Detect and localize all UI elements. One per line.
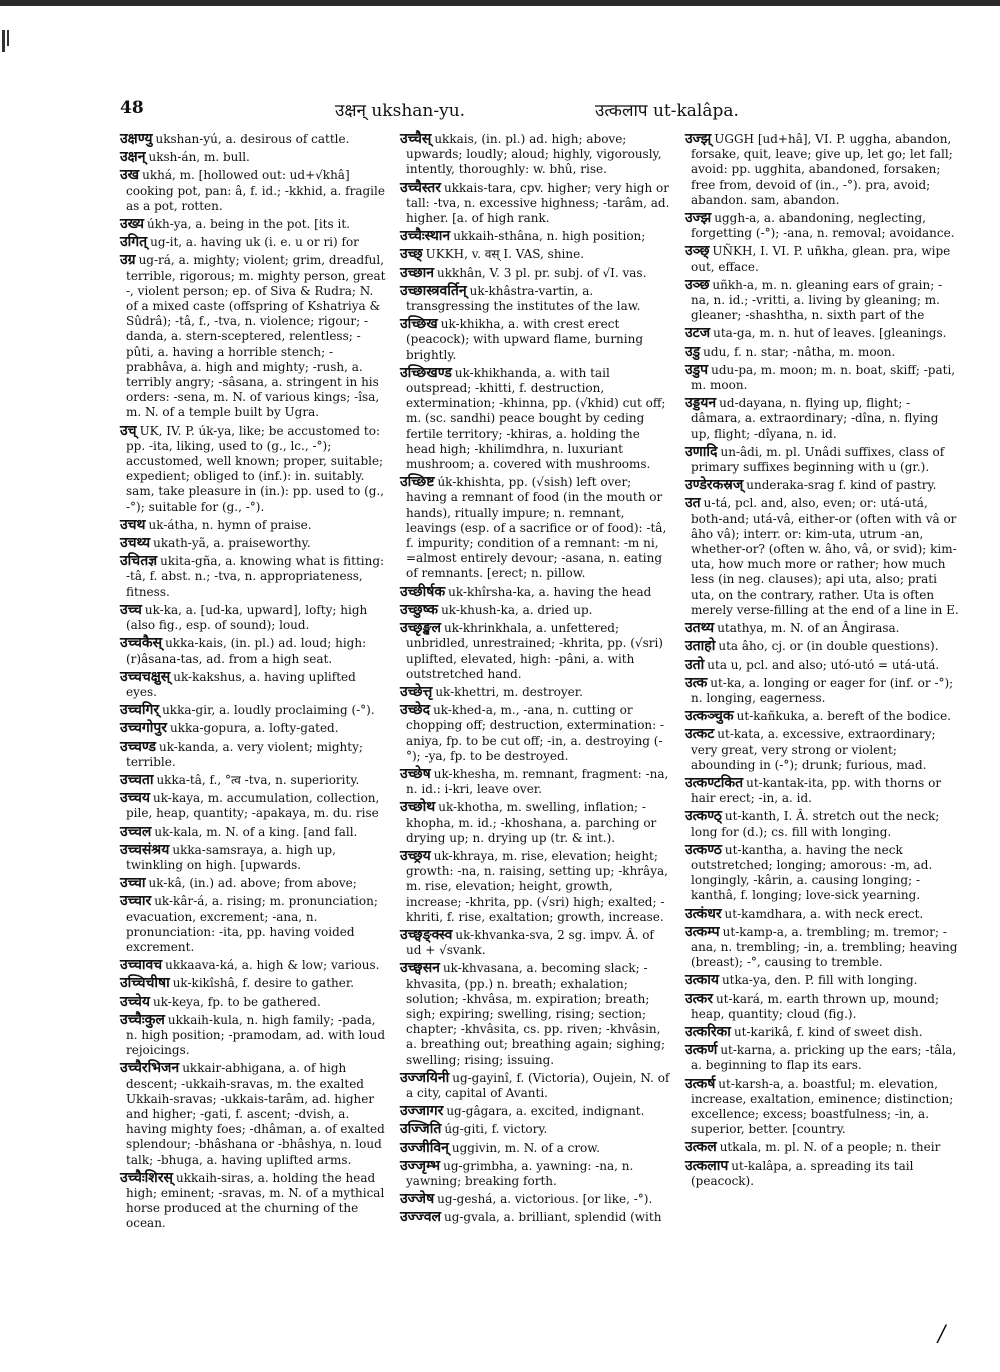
devanagari-headword: उच्चल (120, 823, 152, 840)
entry-definition: ug-gayinî, f. (Victoria), Oujein, N. of a city, capital of Avanti. (406, 1070, 670, 1100)
entry-definition: ukath-yã, a. praiseworthy. (153, 536, 311, 551)
dictionary-entry (120, 1061, 388, 1167)
entry-definition: uk-khikhanda, a. with tail outspread; -khitti, f. destruction, extermination; -khinna, pp. (√khid) cut off; m. (sc. sandhi) peace bought by ceding fertile territory; -khiras, a. holding the head high; -khilimdhra, n. luxuriant mushroom; a. covered with mushrooms. (406, 365, 666, 472)
dictionary-entry (120, 150, 388, 165)
dictionary-entry (400, 132, 672, 178)
entry-definition: UÑKH, I. VI. P. uñkha, glean. pra, wipe out, efface. (691, 244, 951, 274)
dictionary-entry (400, 1122, 672, 1137)
devanagari-headword: उत्कल (685, 1139, 717, 1156)
dictionary-entry (400, 284, 672, 314)
entry-definition: ukkair-abhigana, a. of high descent; -ukkaih-sravas, m. the exalted Ukkaih-sravas; -ukkais-tarâm, ad. higher and higher; -gati, f. ascent; -dvish, a. having mighty foes; -dhâman, a. of exalted splendour; -bhâshana or -bhâshya, n. loud talk; -bhuga, a. having uplifted arms. (126, 1061, 385, 1167)
dictionary-entry (120, 876, 388, 891)
devanagari-headword: उच्चय (120, 790, 150, 807)
entry-definition: ut-kanth, I. Â. stretch out the neck; long for (d.); cs. fill with longing. (691, 809, 940, 839)
entry-definition: uggh-a, a. abandoning, neglecting, forgetting (-°); -ana, n. removal; avoidance. (691, 211, 955, 241)
entry-definition: uk-kakshus, a. having uplifted eyes. (126, 669, 356, 699)
entry-definition: uk-kâr-á, a. rising; m. pronunciation; evacuation, excrement; -ana, n. pronunciation: -ita, pp. having voided excrement. (126, 894, 378, 954)
entry-definition: uk-kâ, (in.) ad. above; from above; (148, 876, 357, 891)
dictionary-entry (685, 1140, 960, 1155)
dictionary-entry (685, 809, 960, 839)
devanagari-headword: उच्चगिर् (120, 702, 160, 719)
entry-definition: ukka-gopura, a. lofty-gated. (170, 721, 339, 736)
dictionary-entry (685, 639, 960, 654)
column-left (120, 132, 388, 1235)
entry-definition: ukkaih-sthâna, n. high position; (453, 229, 646, 244)
dictionary-entry (120, 168, 388, 214)
entry-definition: utka-ya, den. P. fill with longing. (721, 973, 918, 988)
dictionary-entry (120, 721, 388, 736)
dictionary-entry (685, 907, 960, 922)
dictionary-entry (120, 843, 388, 873)
dictionary-entry (120, 636, 388, 666)
entry-definition: udu-pa, m. moon; m. n. boat, skiff; -pati, m. moon. (691, 362, 956, 393)
entry-definition: uk-khettri, m. destroyer. (435, 684, 583, 699)
dictionary-entry (120, 554, 388, 600)
dictionary-entry (400, 961, 672, 1067)
entry-definition: ut-karsh-a, a. boastful; m. elevation, increase, exaltation, eminence; distinction; excellence; excess; boastfulness; -in, a. superior, better. [country. (691, 1076, 954, 1137)
dictionary-entry (685, 658, 960, 673)
entry-definition: udu, f. n. star; -nâtha, m. moon. (703, 344, 896, 359)
dictionary-entry (400, 247, 672, 262)
dictionary-entry (120, 1171, 388, 1232)
devanagari-headword: उताहो (685, 638, 716, 655)
dictionary-entry (685, 676, 960, 706)
devanagari-headword: उच्चैःस्थान (400, 228, 451, 245)
devanagari-headword: उच्चसंश्रय (120, 841, 170, 858)
entry-definition: UKKH, v. वस् I. VAS, shine. (425, 247, 585, 262)
entry-definition: uk-khotha, m. swelling, inflation; -khopha, m. id.; -khoshana, a. parching or drying up; n. drying up (tr. & int.). (406, 800, 657, 845)
devanagari-headword: उच्छिष्ट (400, 474, 435, 491)
devanagari-headword: उत्करिका (685, 1023, 731, 1040)
devanagari-headword: उत्कंधर (685, 905, 722, 922)
entry-definition: ut-ka, a. longing or eager for (inf. or -°); n. longing, eagerness. (691, 675, 954, 705)
devanagari-headword: उज्जागर (400, 1103, 444, 1120)
entry-definition: ukkaava-ká, a. high & low; various. (165, 958, 380, 973)
dictionary-entry (400, 767, 672, 797)
dictionary-entry (685, 211, 960, 241)
devanagari-headword: उत्कण्ठ (685, 841, 722, 858)
entry-definition: uta âho, cj. or (in double questions). (718, 639, 939, 654)
dictionary-entry (685, 992, 960, 1022)
dictionary-entry (400, 1192, 672, 1207)
devanagari-headword: उच्छेत्तृ (400, 683, 433, 700)
entry-definition: ukkhân, V. 3 pl. pr. subj. of √I. vas. (437, 265, 647, 280)
devanagari-headword: उच्चगोपुर (120, 720, 168, 737)
entry-definition: uk-ka, a. [ud-ka, upward], lofty; high (also fig., esp. of sound); loud. (126, 602, 368, 633)
devanagari-headword: उत्कञ्चुक (685, 708, 734, 725)
entry-definition: ut-kata, a. excessive, extraordinary; very great, very strong or violent; abounding in (-°); drunk; furious, mad. (691, 727, 936, 772)
devanagari-headword: उज्ज्वल (400, 1209, 441, 1226)
entry-definition: ug-gvala, a. brilliant, splendid (with (443, 1210, 662, 1225)
dictionary-entry (685, 727, 960, 773)
entry-definition: ut-kalâpa, a. spreading its tail (peacock). (691, 1158, 914, 1188)
entry-definition: utathya, m. N. of an Ângirasa. (717, 621, 900, 636)
entry-definition: uk-khesha, m. remnant, fragment: -na, n. id.: i-kri, leave over. (406, 766, 669, 797)
entry-definition: ud-dayana, n. flying up, flight; -dâmara, a. extraordinary; -dîna, n. flying up, flight; -dîyana, n. id. (691, 396, 939, 441)
dictionary-entry (685, 925, 960, 971)
dictionary-entry (120, 791, 388, 821)
devanagari-headword: उच्चा (120, 875, 146, 892)
entry-definition: ut-kará, m. earth thrown up, mound; heap, quantity; cloud (fig.). (691, 991, 940, 1021)
dictionary-entry (685, 709, 960, 724)
devanagari-headword: उत (685, 495, 701, 512)
entry-definition: ukka-tâ, f., °त्व -tva, n. superiority. (156, 772, 360, 787)
entry-definition: uk-khikha, a. with crest erect (peacock); with upward flame, burning brightly. (406, 317, 644, 362)
devanagari-headword: उच्छोथ (400, 799, 436, 816)
devanagari-headword: उच्छ्रय (400, 847, 431, 864)
devanagari-headword: उच्चैस्तर (400, 179, 441, 196)
page-header (120, 98, 880, 122)
devanagari-headword: उज्जेष (400, 1191, 435, 1208)
top-border-line (0, 0, 1000, 6)
dictionary-entry (120, 976, 388, 991)
entry-definition: uk-khîrsha-ka, a. having the head (448, 584, 652, 599)
entry-definition: uta-ga, m. n. hut of leaves. [gleanings. (713, 326, 947, 341)
dictionary-entry (400, 621, 672, 682)
entry-definition: ug-gâgara, a. excited, indignant. (446, 1104, 645, 1119)
dictionary-entry (400, 849, 672, 925)
devanagari-headword: उख (120, 167, 140, 184)
dictionary-entry (400, 229, 672, 244)
devanagari-headword: उख्य (120, 216, 144, 233)
dictionary-entry (120, 235, 388, 250)
entry-definition: ukka-samsraya, a. high up, twinkling on high. [upwards. (126, 842, 336, 872)
dictionary-entry (400, 1210, 672, 1225)
devanagari-headword: उच्चैरभिजन (120, 1060, 180, 1077)
entry-definition: uk-khush-ka, a. dried up. (441, 602, 593, 617)
devanagari-headword: उज्जिति (400, 1121, 442, 1138)
dictionary-entry (120, 995, 388, 1010)
entry-definition: ut-kamdhara, a. with neck erect. (724, 906, 924, 921)
devanagari-headword: उच्चता (120, 771, 154, 788)
entry-definition: uk-khed-a, m., -ana, n. cutting or chopping off; destruction, extermination: -aniya, fp. to be cut off; -in, a. destroying (-°); -ya, fp. to be destroyed. (406, 703, 665, 763)
devanagari-headword: उच्चेय (120, 993, 150, 1010)
dictionary-entry (400, 585, 672, 600)
devanagari-headword: उग्र (120, 252, 136, 269)
dictionary-entry (120, 703, 388, 718)
devanagari-headword: उज्झ् (685, 131, 712, 147)
dictionary-entry (685, 445, 960, 475)
dictionary-entry (400, 475, 672, 581)
page-number: 48 (120, 98, 144, 118)
entry-definition: ut-kantha, a. having the neck outstretched; longing; amorous: -m, ad. longingly, -kârin, a. causing longing; -kanthâ, f. longing; love-sick yearning. (691, 842, 933, 903)
entry-definition: uk-khraya, m. rise, elevation; height; growth: -na, n. raising, setting up; -khrâya, m. rise, elevation; height, growth, increase; -khrita, pp. (√sri) high; exalted; -khriti, f. rise, exaltation; growth, increase. (406, 848, 668, 924)
dictionary-entry (685, 363, 960, 393)
devanagari-headword: उच्छ्वसन (400, 960, 440, 977)
devanagari-headword: उडुप (685, 361, 709, 378)
devanagari-headword: उगित् (120, 234, 148, 251)
dictionary-entry (400, 1141, 672, 1156)
dictionary-entry (685, 1159, 960, 1189)
entry-definition: ut-kamp-a, a. trembling; m. tremor; -ana, n. trembling; -in, a. trembling; heaving (breast); -°, causing to tremble. (691, 924, 958, 970)
dictionary-entry (120, 536, 388, 551)
dictionary-entry (685, 973, 960, 988)
devanagari-headword: उच्छेद (400, 702, 431, 719)
dictionary-entry (685, 132, 960, 208)
devanagari-headword: उच्च (120, 601, 142, 618)
dictionary-entry (685, 496, 960, 618)
devanagari-headword: उच्छृङ्खल (400, 620, 441, 637)
dictionary-entry (685, 396, 960, 442)
dictionary-entry (120, 217, 388, 232)
dictionary-entry (120, 253, 388, 420)
devanagari-headword: उक्षण्यु (120, 131, 153, 147)
devanagari-headword: उडु (685, 343, 701, 360)
entry-definition: ut-karikâ, f. kind of sweet dish. (733, 1024, 923, 1039)
devanagari-headword: उचथ (120, 516, 146, 533)
dictionary-entry (685, 1077, 960, 1138)
dictionary-entry (120, 825, 388, 840)
entry-definition: ukka-kais, (in. pl.) ad. loud; high: (r)âsana-tas, ad. from a high seat. (126, 636, 367, 666)
entry-definition: ukhá, m. [hollowed out: ud+√khâ] cooking pot, pan: â, f. id.; -kkhid, a. fragile as a pot, rotten. (126, 168, 385, 213)
entry-definition: ug-geshá, a. victorious. [or like, -°). (437, 1192, 653, 1207)
devanagari-headword: उत्कर्ण (685, 1042, 718, 1059)
devanagari-headword: उच्छेष (400, 765, 431, 782)
entry-definition: ug-grimbha, a. yawning: -na, n. yawning; breaking forth. (406, 1158, 634, 1188)
entry-definition: ut-kañkuka, a. bereft of the bodice. (736, 709, 951, 724)
entry-definition: ukshan-yú, a. desirous of cattle. (155, 132, 350, 146)
dictionary-entry (685, 1043, 960, 1073)
entry-definition: uggivin, m. N. of a crow. (451, 1140, 600, 1155)
devanagari-headword: उच् (120, 422, 137, 439)
dictionary-entry (120, 894, 388, 955)
dictionary-entry (685, 776, 960, 806)
devanagari-headword: उच्चावच (120, 957, 163, 974)
dictionary-entry (400, 366, 672, 472)
devanagari-headword: उत्कम्प (685, 923, 720, 940)
entry-definition: utkala, m. pl. N. of a people; n. their (719, 1140, 941, 1155)
devanagari-headword: उतथ्य (685, 620, 715, 637)
entry-definition: u-tá, pcl. and, also, even; or: utá-utá, both-and; utá-vâ, either-or (often with vâ or âho vâ); interr. or: kim-uta, utrum -an, whether-or? (often w. âho, vâ, or svid); kim-uta, how much more or rather; how much less (in neg. clauses); api uta, also; prati uta, on the contrary, rather. Uta is often merely verse-filling at the end of a line in E. (691, 496, 959, 617)
devanagari-headword: उच्छान (400, 264, 435, 281)
devanagari-headword: उच्छिख (400, 316, 438, 333)
scan-margin-mark-secondary (7, 30, 9, 46)
devanagari-headword: उच्चचक्षुस् (120, 668, 171, 685)
devanagari-headword: उत्कण्टकित (685, 774, 744, 791)
dictionary-entry (400, 1071, 672, 1101)
dictionary-entry (120, 518, 388, 533)
devanagari-headword: उत्क (685, 674, 708, 691)
devanagari-headword: उज्जीविन् (400, 1139, 449, 1156)
entry-definition: uk-khvanka-sva, 2 sg. impv. Â. of ud + √svank. (406, 927, 654, 958)
dictionary-entry (120, 603, 388, 633)
devanagari-headword: उणादि (685, 443, 718, 460)
dictionary-entry (400, 317, 672, 363)
entry-definition: ug-rá, a. mighty; violent; grim, dreadful, terrible, rigorous; m. mighty person, great -, violent person; ep. of Siva & Rudra; N. of a mixed caste (offspring of Kshatriya & Sûdrâ); -tâ, f., -tva, n. violence; rigour; -danda, a. stern-sceptered, relentless; -pûti, a. having a horrible stench; -prabhâva, a. high and mighty; -rush, a. terribly angry; -sâsana, a. stringent in his orders: -sena, m. N. of various kings; -îsa, m. N. of a temple built by Ugra. (126, 253, 386, 420)
dictionary-entry (120, 958, 388, 973)
dictionary-entry (685, 326, 960, 341)
dictionary-entry (400, 603, 672, 618)
devanagari-headword: उतो (685, 656, 705, 673)
dictionary-entry (685, 478, 960, 493)
entry-definition: ut-kantak-ita, pp. with thorns or hair erect; -in, a. id. (691, 775, 942, 806)
entry-definition: ukita-gña, a. knowing what is fitting: -tâ, f. abst. n.; -tva, n. appropriateness, fitness. (126, 554, 385, 599)
entry-definition: úg-giti, f. victory. (444, 1122, 548, 1137)
devanagari-headword: उच्चैःकुल (120, 1011, 165, 1028)
stray-pen-mark: / (938, 1322, 946, 1347)
dictionary-entry (400, 266, 672, 281)
dictionary-entry (685, 843, 960, 904)
devanagari-headword: उड्डयन (685, 395, 717, 412)
entry-definition: ukkais, (in. pl.) ad. high; above; upwards; loudly; aloud; highly, vigorously, intently, thoroughly: w. bhû, rise. (406, 132, 662, 177)
scan-margin-mark (2, 30, 5, 52)
dictionary-entry (400, 685, 672, 700)
entry-definition: uk-khâstra-vartin, a. transgressing the institutes of the law. (406, 283, 641, 314)
devanagari-headword: उज्झ (685, 210, 712, 227)
entry-definition: úk-khishta, pp. (√sish) left over; having a remnant of food (in the mouth or hands), ritually impure; n. remnant, leavings (esp. of a sacrifice or of food): -tâ, f. impurity; condition of a remnant: -m ni, =almost entirely devour; -asana, n. eating of remnants. [erect; n. pillow. (406, 475, 667, 581)
dictionary-entry (685, 278, 960, 324)
dictionary-entry (685, 621, 960, 636)
entry-definition: uk-khvasana, a. becoming slack; -khvasita, (pp.) n. breath; exhalation; solution; -khvâsa, m. expiration; breath; sigh; expiring; swelling, rising; section; chapter; -khvâsita, cs. pp. riven; -khvâsin, a. breathing out; breathing again; sighing; swelling; rising; issuing. (406, 961, 666, 1067)
devanagari-headword: उच्छुष्क (400, 601, 439, 618)
entry-definition: uk-átha, n. hymn of praise. (148, 517, 312, 532)
devanagari-headword: उच्चार (120, 893, 152, 910)
entry-definition: UK, IV. P. úk-ya, like; be accustomed to: pp. -ita, liking, used to (g., lc., -°); accustomed, well known; proper, suitable; expedient; obliged to (inf.): in. suitably. sam, take pleasure in (in.): pp. used to (g., -°); suitable for (g., -°). (126, 423, 385, 514)
devanagari-headword: उत्कर्ष (685, 1075, 716, 1092)
entry-definition: uk-khrinkhala, a. unfettered; unbridled, unrestrained; -khrita, pp. (√sri) uplifted, elevated, high: -pâni, a. with outstretched hand. (406, 621, 663, 681)
devanagari-headword: उण्डेरकस्रज् (685, 477, 744, 494)
devanagari-headword: उटज (685, 325, 711, 342)
devanagari-headword: उच्छ् (400, 246, 423, 263)
devanagari-headword: उच्चैःशिरस् (120, 1169, 174, 1186)
dictionary-entry (685, 1025, 960, 1040)
dictionary-entry (400, 928, 672, 958)
devanagari-headword: उच्चण्ड (120, 738, 156, 755)
devanagari-headword: उज्जयिनी (400, 1069, 450, 1086)
entry-definition: uk-kaya, m. accumulation, collection, pile, heap, quantity; -apakaya, m. du. rise (126, 791, 380, 821)
entry-definition: uk-keya, fp. to be gathered. (152, 994, 321, 1009)
devanagari-headword: उच्चकैस् (120, 635, 163, 652)
devanagari-headword: उत्कट (685, 726, 715, 743)
entry-definition: un-âdi, m. pl. Unâdi suffixes, class of primary suffixes beginning with u (gr.). (691, 444, 945, 475)
dictionary-entry (400, 181, 672, 227)
left-guide-word: उक्षन् ukshan-yu. (335, 101, 466, 121)
entry-definition: úkh-ya, a. being in the pot. [its it. (146, 217, 350, 232)
devanagari-headword: उत्कर (685, 990, 713, 1007)
entry-definition: ukka-gir, a. loudly proclaiming (-°). (162, 703, 375, 718)
right-guide-word: उत्कलाप ut-kalâpa. (595, 101, 739, 121)
devanagari-headword: उञ्छ् (685, 243, 710, 260)
dictionary-entry (120, 773, 388, 788)
dictionary-entry (685, 345, 960, 360)
entry-definition: uta u, pcl. and also; utó-utó = utá-utá. (707, 657, 940, 672)
entry-definition: ukkais-tara, cpv. higher; very high or tall: -tva, n. excessive highness; -tarâm, ad. higher. [a. of high rank. (406, 180, 670, 226)
dictionary-entry (120, 740, 388, 770)
devanagari-headword: उचथ्य (120, 535, 151, 552)
entry-definition: ut-karna, a. pricking up the ears; -tâla, a. beginning to flap its ears. (691, 1043, 957, 1073)
devanagari-headword: उच्चैस् (400, 131, 432, 147)
devanagari-headword: उच्चिचीषा (120, 975, 170, 992)
devanagari-headword: उत्कण्ठ् (685, 808, 722, 825)
dictionary-entry (400, 703, 672, 764)
dictionary-entry (120, 670, 388, 700)
dictionary-entry (685, 244, 960, 274)
entry-definition: ug-it, a. having uk (i. e. u or ri) for (150, 235, 359, 250)
column-right (685, 132, 960, 1192)
entry-definition: ukkaih-siras, a. holding the head high; eminent; -sravas, m. N. of a mythical horse produced at the churning of the ocean. (126, 1170, 385, 1231)
devanagari-headword: उच्छास्त्रवर्तिन् (400, 282, 467, 299)
devanagari-headword: उञ्छ (685, 276, 710, 293)
entry-definition: UGGH [ud+hâ], VI. P. uggha, abandon, forsake, quit, leave; give up, let go; let fall; avoid: pp. ugghita, abandoned, forsaken; free from, devoid of (in., -°). pra, avoid; abandon. sam, abandon. (691, 132, 953, 207)
dictionary-entry (120, 1013, 388, 1059)
entry-definition: uñkh-a, m. n. gleaning ears of grain; -na, n. id.; -vritti, a. living by gleaning; m. gleaner; -shashtha, n. sixth part of the (691, 277, 943, 323)
devanagari-headword: उत्काय (685, 972, 719, 989)
devanagari-headword: उत्कलाप (685, 1157, 729, 1174)
entry-definition: uk-kala, m. N. of a king. [and fall. (154, 824, 358, 839)
entry-definition: underaka-srag f. kind of pastry. (746, 478, 937, 493)
dictionary-entry (120, 132, 388, 147)
devanagari-headword: उच्छ्वङ्क्स्व (400, 926, 453, 943)
dictionary-entry (400, 800, 672, 846)
entry-definition: ukkaih-kula, n. high family; -pada, n. high position; -pramodam, ad. with loud rejoicings. (126, 1012, 386, 1058)
entry-definition: uk-kikîshâ, f. desire to gather. (172, 976, 355, 991)
entry-definition: uksh-án, m. bull. (148, 150, 250, 165)
devanagari-headword: उचितज्ञ (120, 553, 158, 570)
dictionary-entry (400, 1104, 672, 1119)
devanagari-headword: उच्छिखण्ड (400, 364, 452, 381)
devanagari-headword: उज्जृम्भ (400, 1157, 441, 1174)
entry-definition: uk-kanda, a. very violent; mighty; terrible. (126, 739, 363, 769)
dictionary-entry (400, 1159, 672, 1189)
devanagari-headword: उच्छीर्षक (400, 583, 446, 600)
dictionary-entry (120, 424, 388, 515)
column-middle (400, 132, 672, 1229)
devanagari-headword: उक्षन् (120, 149, 146, 166)
